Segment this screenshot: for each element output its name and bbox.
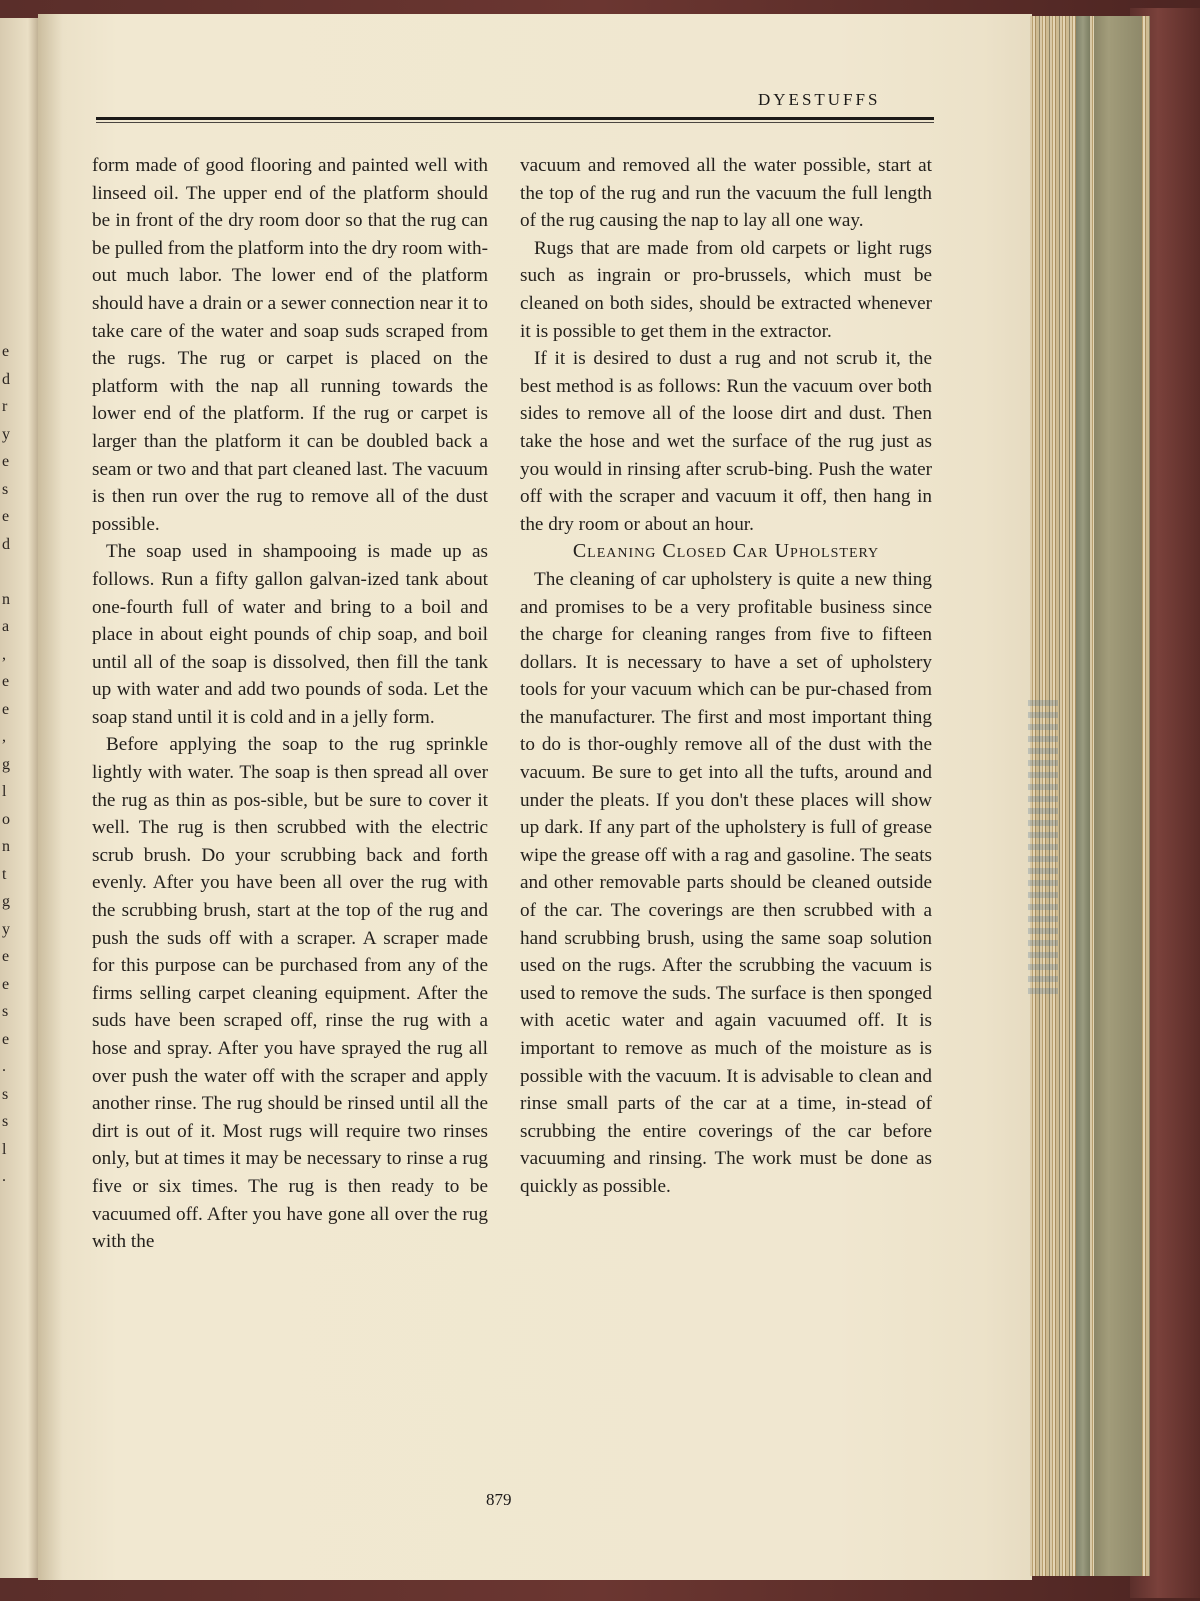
section-heading: Cleaning Closed Car Upholstery xyxy=(572,540,880,563)
right-paragraph-1: vacuum and removed all the water possible, start at the top of the rug and run the vacuum the full length of the rug causing the nap to lay all one way. xyxy=(520,155,932,232)
page-edge-band xyxy=(1076,16,1090,1576)
endpaper-edge xyxy=(1094,16,1142,1576)
right-paragraph-3: If it is desired to dust a rug and not scrub it, the best method is as follows: Run the vacuum over both sides to remove all of the loose dirt and dust. Then take the hose and wet the surface of the rug just as you would in rinsing after scrub-bing. Push the water off with the scraper and vacuum it off, then hang in the dry room or about an hour. xyxy=(520,348,932,535)
left-paragraph-2: The soap used in shampooing is made up as follows. Run a fifty gallon galvan-ized tank about one-fourth full of water and bring to a boil and place in about eight pounds of chip soap, and boil until all of the soap is dissolved, then fill the tank up with water and add two pounds of soda. Let the soap stand until it is cold and in a jelly form. xyxy=(92,541,488,728)
left-paragraph-3: Before applying the soap to the rug sprinkle lightly with water. The soap is then spread all over the rug as thin as pos-sible, but be sure to cover it well. The rug is then scrubbed with the electric scrub brush. Do your scrubbing back and forth evenly. After you have been all over the rug with the scrubbing brush, start at the top of the rug and push the suds off with a scraper. A scraper made for this purpose can be purchased from any of the firms selling carpet cleaning equipment. After the suds have been scraped off, rinse the rug with a hose and spray. After you have sprayed the rug all over push the water off with the scraper and apply another rinse. The rug should be rinsed until all the dirt is out of it. Most rugs will require two rinses only, but at times it may be necessary to rinse a rug five or six times. The rug is then ready to be vacuumed off. After you have gone all over the rug with the xyxy=(92,734,488,1253)
page xyxy=(38,14,1032,1580)
running-head: DYESTUFFS xyxy=(758,90,881,109)
right-paragraph-4: The cleaning of car upholstery is quite a new thing and promises to be a very profitable business since the charge for cleaning ranges from five to fifteen dollars. It is necessary to have a set of upholstery tools for your vacuum which can be pur-chased from the manufacturer. The first and most important thing to do is thor-oughly remove all of the dust with the vacuum. Be sure to get into all the tufts, around and under the pleats. If you don't these places will show up dark. If any part of the upholstery is full of grease wipe the grease off with a rag and gasoline. The seats and other removable parts should be cleaned outside of the car. The coverings are then scrubbed with a hand scrubbing brush, using the same soap solution used on the rugs. After the scrubbing the vacuum is used to remove the suds. The surface is then sponged with acetic water and again vacuumed off. It is important to remove as much of the moisture as is possible with the vacuum. It is advisable to clean and rinse small parts of the car at a time, in-stead of scrubbing the entire coverings of the car before vacuuming and rinsing. The work must be done as quickly as possible. xyxy=(520,568,932,1197)
left-column xyxy=(92,152,488,1256)
previous-page-gutter-text: e d r y e s e d n a , e e , g l o n t g y e e s e . s s l . xyxy=(2,343,10,1185)
previous-page-edge xyxy=(0,18,40,1578)
header-rule xyxy=(96,117,934,120)
header-rule-thin xyxy=(96,122,934,123)
page-number: 879 xyxy=(486,1490,512,1509)
right-column xyxy=(520,152,932,1201)
right-paragraph-2: Rugs that are made from old carpets or light rugs such as ingrain or pro-brussels, which must be cleaned on both sides, should be extracted whenever it is possible to get them in the extractor. xyxy=(520,237,932,342)
left-paragraph-1: form made of good flooring and painted well with linseed oil. The upper end of the platform should be in front of the dry room door so that the rug can be pulled from the platform into the dry room with-out much labor. The lower end of the platform should have a drain or a sewer connection near it to take care of the water and soap suds scraped from the rugs. The rug or carpet is placed on the platform with the nap all running towards the lower end of the platform. If the rug or carpet is larger than the platform it can be doubled back a seam or two and that part cleaned last. The vacuum is then run over the rug to remove all of the dust possible. xyxy=(92,155,488,535)
library-stamp xyxy=(1028,700,1058,1000)
